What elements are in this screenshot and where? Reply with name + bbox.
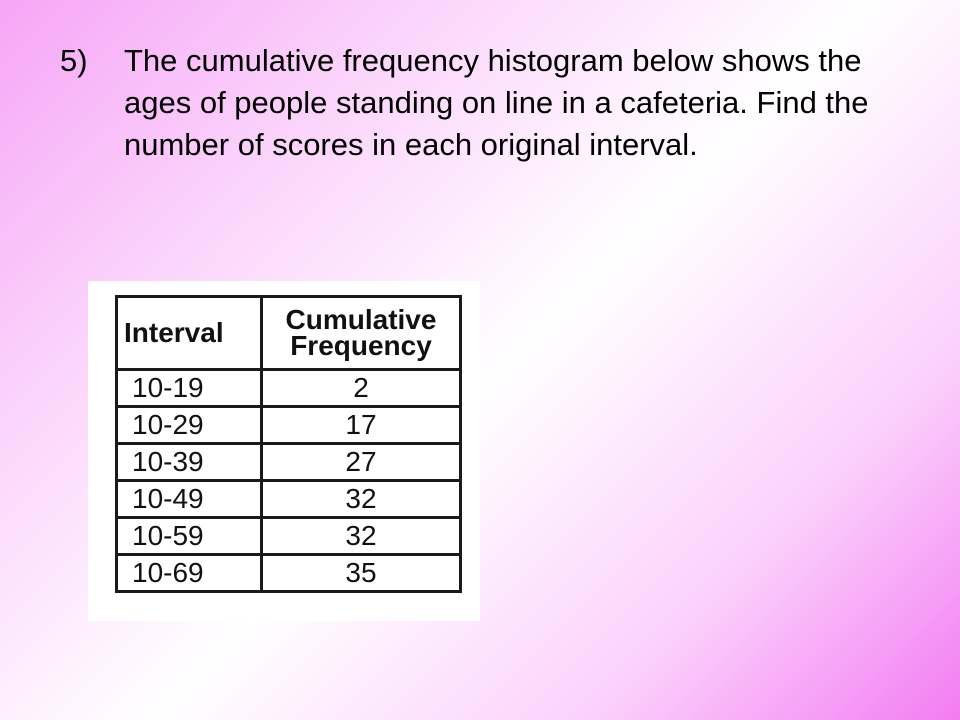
question-block — [60, 40, 920, 166]
cumulative-frequency-cell: 17 — [262, 407, 461, 444]
table-row — [117, 518, 461, 555]
cumulative-frequency-cell: 35 — [262, 555, 461, 592]
interval-cell: 10-19 — [117, 370, 262, 407]
table-row — [117, 444, 461, 481]
interval-cell: 10-59 — [117, 518, 262, 555]
interval-cell: 10-39 — [117, 444, 262, 481]
interval-cell: 10-29 — [117, 407, 262, 444]
interval-cell: 10-49 — [117, 481, 262, 518]
table-row — [117, 407, 461, 444]
header-cumulative-frequency — [262, 297, 461, 370]
question-text: The cumulative frequency histogram below shows the ages of people standing on line in a cafeteria. Find the number of scores in each original interval. — [124, 43, 869, 162]
table-header-row — [117, 297, 461, 370]
cumulative-frequency-cell: 32 — [262, 481, 461, 518]
table-row — [117, 555, 461, 592]
header-cumulative-line1: Cumulative — [285, 304, 437, 335]
cumulative-frequency-table — [115, 295, 462, 593]
header-interval: Interval — [117, 297, 262, 370]
question-number: 5) — [60, 43, 88, 78]
table-row — [117, 481, 461, 518]
cumulative-frequency-cell: 32 — [262, 518, 461, 555]
cumulative-frequency-cell: 27 — [262, 444, 461, 481]
interval-cell: 10-69 — [117, 555, 262, 592]
table-row — [117, 370, 461, 407]
table-image — [88, 281, 480, 621]
cumulative-frequency-cell: 2 — [262, 370, 461, 407]
header-cumulative-line2: Frequency — [290, 330, 432, 361]
